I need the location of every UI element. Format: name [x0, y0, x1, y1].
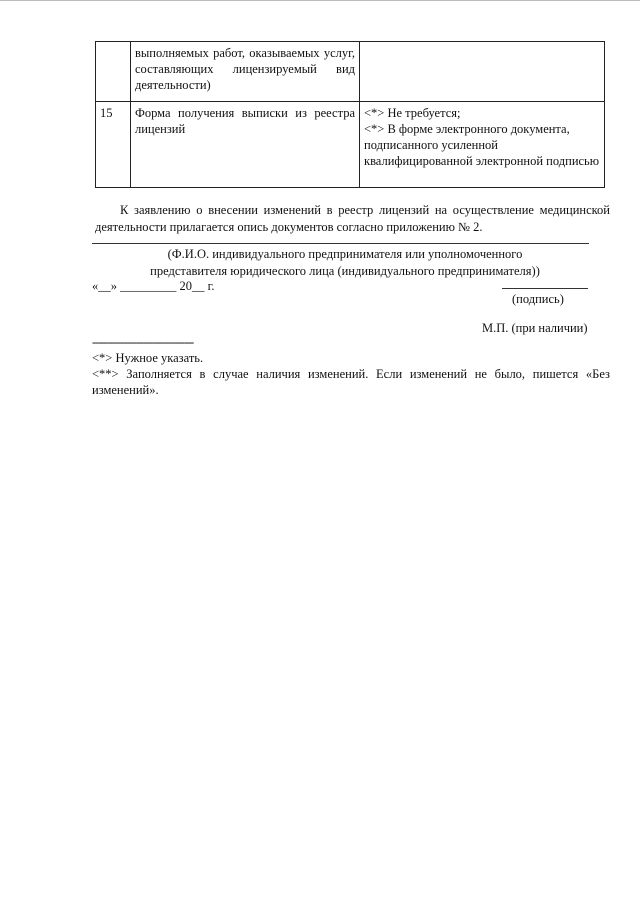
table-row: [96, 102, 605, 188]
table-row: [96, 42, 605, 102]
seal-note: М.П. (при наличии): [482, 321, 588, 335]
value-line: <*> Не требуется;: [364, 106, 461, 120]
signature-caption: (подпись): [512, 292, 564, 306]
value-line: <*> В форме электронного документа,: [364, 122, 570, 136]
fio-signature-line: [92, 243, 589, 244]
license-table: [95, 41, 605, 188]
row-label: Форма получения выписки из реестра лицензий: [131, 102, 360, 188]
row-number: [96, 42, 131, 102]
row-value: [360, 102, 605, 188]
value-line: подписанного усиленной: [364, 138, 498, 152]
footnote-2: <**> Заполняется в случае наличия изменений. Если изменений не было, пишется «Без изменений».: [92, 367, 610, 397]
page-top-edge: [0, 0, 640, 1]
footnote-divider: --------------------------------: [92, 335, 194, 349]
row-value: [360, 42, 605, 102]
fio-caption-line1: (Ф.И.О. индивидуального предпринимателя или уполномоченного: [167, 247, 523, 261]
footnote-1: <*> Нужное указать.: [92, 351, 204, 365]
row-number: 15: [96, 102, 131, 188]
row-label: выполняемых работ, оказываемых услуг, составляющих лицензируемый вид деятельности): [131, 42, 360, 102]
value-line: квалифицированной электронной подписью: [364, 154, 600, 168]
attachment-paragraph: К заявлению о внесении изменений в реестр лицензий на осуществление медицинской деятельности прилагается опись документов согласно приложению № 2.: [95, 203, 610, 234]
signature-line: [502, 288, 588, 289]
fio-caption-line2: представителя юридического лица (индивидуального предпринимателя)): [150, 264, 540, 278]
date-field: «__» _________ 20__ г.: [92, 279, 215, 293]
